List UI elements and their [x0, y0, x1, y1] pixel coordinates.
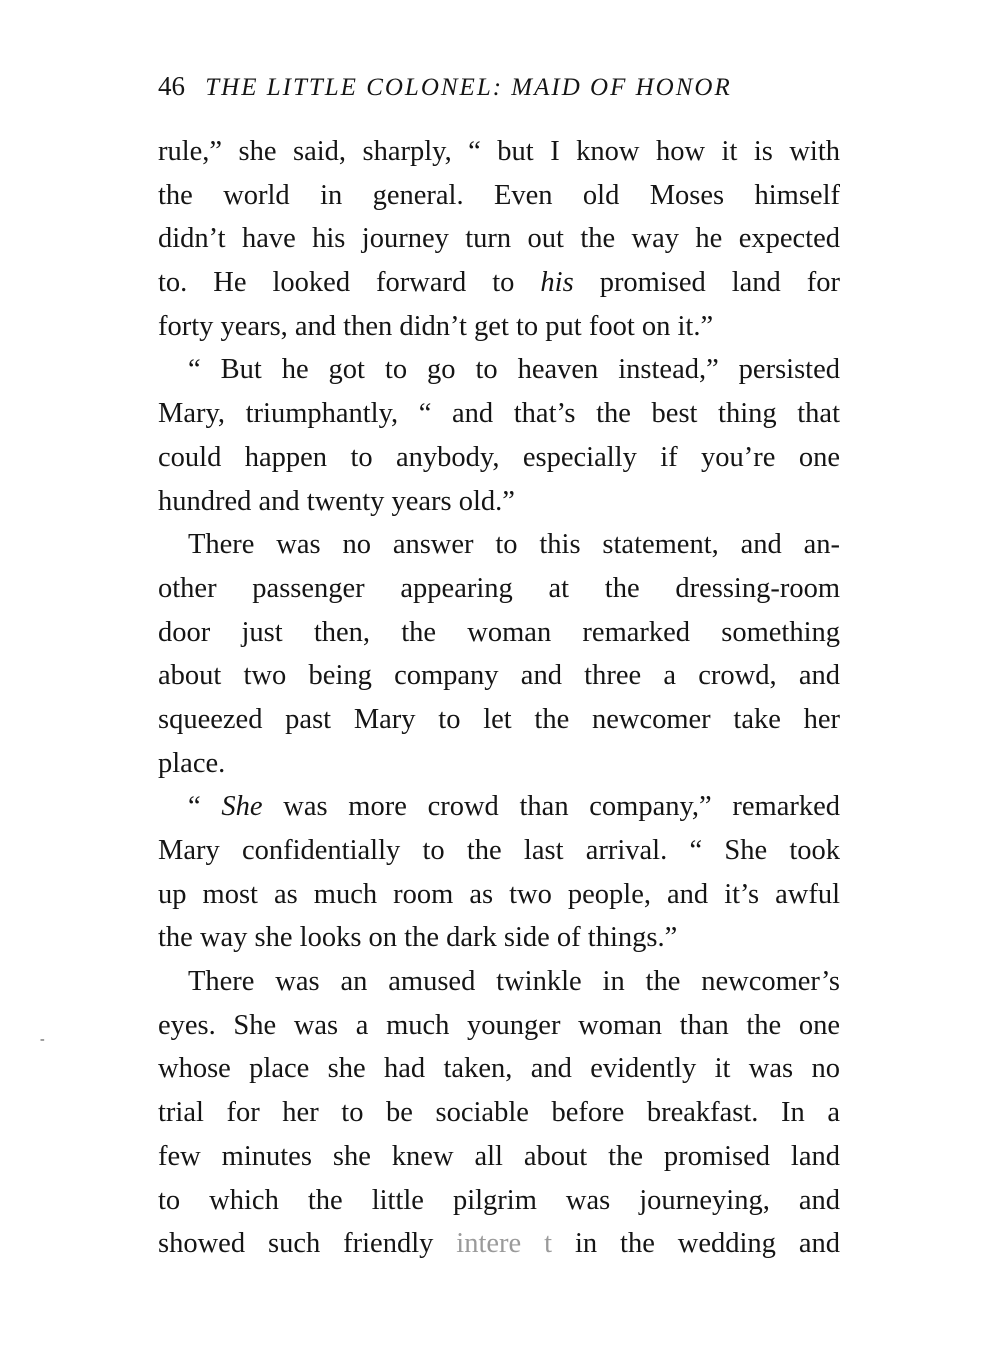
text-line: didn’t have his journey turn out the way he expected — [158, 223, 840, 255]
text-line: few minutes she knew all about the promised land — [158, 1140, 840, 1172]
faded-text: intere t — [456, 1228, 553, 1260]
text-line: whose place she had taken, and evidently it was no — [158, 1053, 840, 1085]
text-line: door just then, the woman remarked something — [158, 616, 840, 648]
text-line: forty years, and then didn’t get to put foot on it.” — [158, 310, 714, 342]
text-line: other passenger appearing at the dressing-room — [158, 572, 840, 604]
text-line: about two being company and three a crowd, and — [158, 660, 840, 692]
text-line: the world in general. Even old Moses himself — [158, 179, 840, 211]
text-line: There was no answer to this statement, and an- — [188, 529, 840, 561]
text-line: showed such friendly intere t in the wedding and — [158, 1228, 840, 1260]
text-line: Mary, triumphantly, “ and that’s the best thing that — [158, 398, 840, 430]
text-line: hundred and twenty years old.” — [158, 485, 515, 517]
text-line: rule,” she said, sharply, “ but I know how it is with — [158, 136, 840, 167]
text-line: to which the little pilgrim was journeying, and — [158, 1184, 840, 1216]
text-line: could happen to anybody, especially if you’re one — [158, 441, 840, 473]
margin-mark: - — [40, 1032, 45, 1047]
page-number: 46 — [158, 71, 185, 101]
text-line: Mary confidentially to the last arrival. “ She took — [158, 835, 840, 866]
running-title: THE LITTLE COLONEL: MAID OF HONOR — [205, 74, 732, 101]
text-line: squeezed past Mary to let the newcomer take her — [158, 703, 840, 735]
body-text — [158, 130, 840, 1266]
text-line: There was an amused twinkle in the newcomer’s — [188, 966, 840, 998]
running-head — [158, 66, 840, 106]
text-line: eyes. She was a much younger woman than the one — [158, 1009, 840, 1041]
text-line: “ She was more crowd than company,” remarked — [188, 791, 840, 823]
text-line: the way she looks on the dark side of things.” — [158, 922, 678, 954]
text-line: “ But he got to go to heaven instead,” persisted — [188, 354, 840, 386]
text-line: up most as much room as two people, and it’s awful — [158, 878, 840, 910]
text-line: trial for her to be sociable before breakfast. In a — [158, 1097, 840, 1129]
text-line: to. He looked forward to his promised land for — [158, 267, 841, 299]
emphasis: She — [221, 791, 263, 823]
emphasis: his — [540, 267, 574, 299]
text-line: place. — [158, 747, 226, 779]
